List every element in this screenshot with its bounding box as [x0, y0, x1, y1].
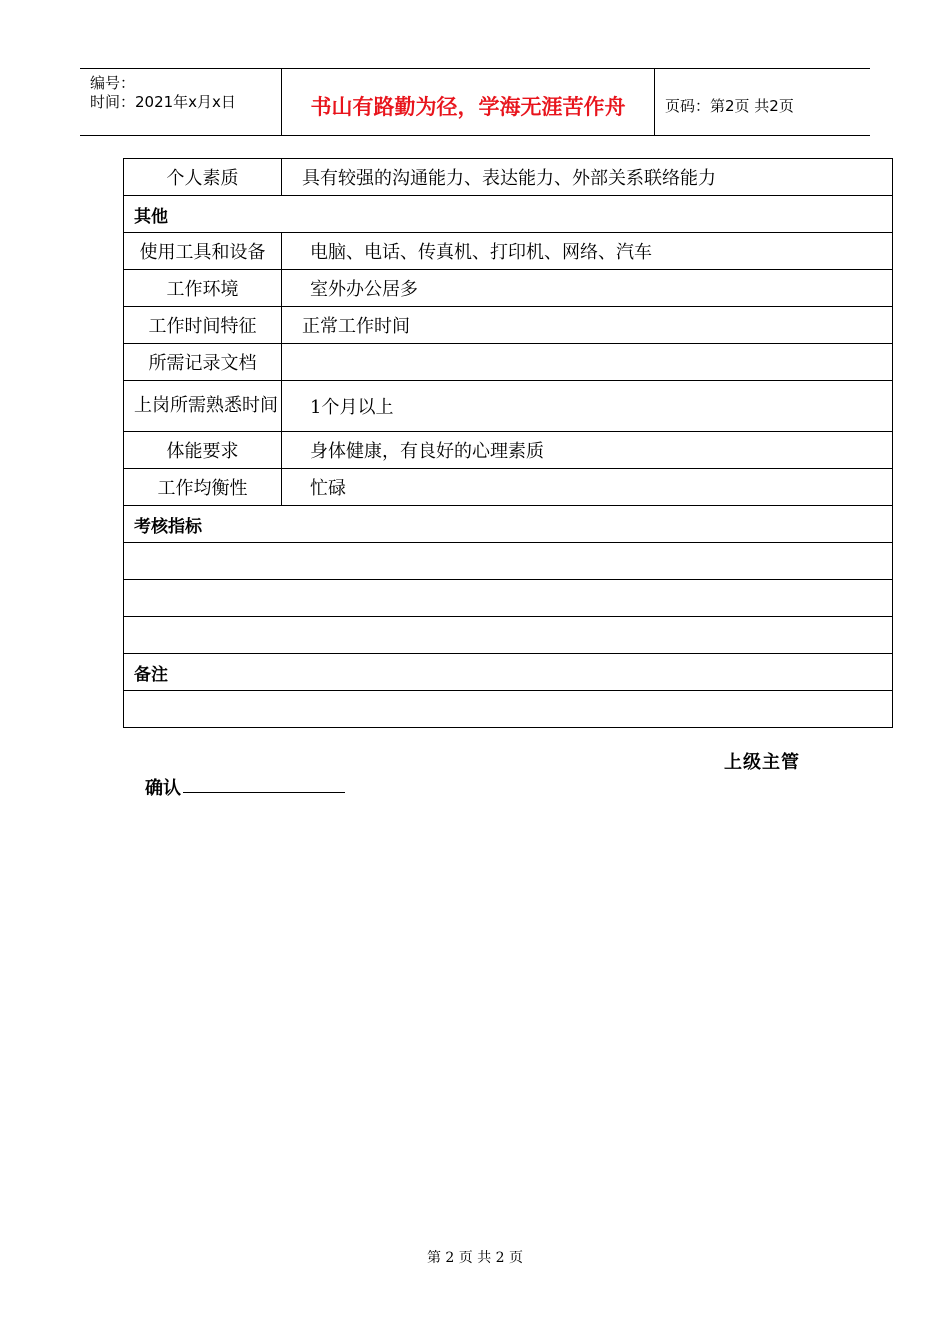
- section-other: 其他: [124, 196, 893, 233]
- header-divider: [654, 68, 655, 135]
- page-footer: 第 2 页 共 2 页: [426, 1250, 524, 1266]
- row-value: 忙碌: [282, 469, 893, 506]
- table-row: [124, 344, 893, 381]
- row-label: 工作环境: [124, 270, 282, 307]
- table-row: [124, 381, 893, 432]
- page-info: 页码：第2页 共2页: [665, 97, 794, 115]
- row-value: [282, 344, 893, 381]
- doc-id-label: 编号：: [90, 74, 136, 92]
- table-row: [124, 233, 893, 270]
- row-value: 室外办公居多: [282, 270, 893, 307]
- row-label: 工作均衡性: [124, 469, 282, 506]
- confirm-label: 确认: [145, 778, 181, 799]
- table-row: [124, 270, 893, 307]
- table-row: [124, 432, 893, 469]
- empty-row: [124, 691, 893, 728]
- row-label: 所需记录文档: [124, 344, 282, 381]
- table-row: [124, 307, 893, 344]
- row-label: 使用工具和设备: [124, 233, 282, 270]
- row-value: 具有较强的沟通能力、表达能力、外部关系联络能力: [282, 159, 893, 196]
- doc-date: 时间：2021年x月x日: [90, 93, 236, 111]
- empty-row: [124, 617, 893, 654]
- header-top-rule: [80, 68, 870, 69]
- row-label: 工作时间特征: [124, 307, 282, 344]
- table-row: [124, 469, 893, 506]
- empty-row: [124, 543, 893, 580]
- header-motto: 书山有路勤为径，学海无涯苦作舟: [310, 95, 626, 119]
- header-bottom-rule: [80, 135, 870, 136]
- row-value: 1个月以上: [282, 381, 893, 432]
- row-label: 上岗所需熟悉时间: [124, 381, 282, 432]
- row-label: 体能要求: [124, 432, 282, 469]
- empty-row: [124, 580, 893, 617]
- job-description-table: [123, 158, 893, 728]
- section-assessment: 考核指标: [124, 506, 893, 543]
- section-remarks: 备注: [124, 654, 893, 691]
- signature-line: [183, 792, 345, 793]
- row-value: 正常工作时间: [282, 307, 893, 344]
- supervisor-label: 上级主管: [724, 752, 800, 773]
- row-value: 身体健康，有良好的心理素质: [282, 432, 893, 469]
- row-value: 电脑、电话、传真机、打印机、网络、汽车: [282, 233, 893, 270]
- row-label: 个人素质: [124, 159, 282, 196]
- section-row: [124, 196, 893, 233]
- section-row: [124, 506, 893, 543]
- table-row: [124, 159, 893, 196]
- section-row: [124, 654, 893, 691]
